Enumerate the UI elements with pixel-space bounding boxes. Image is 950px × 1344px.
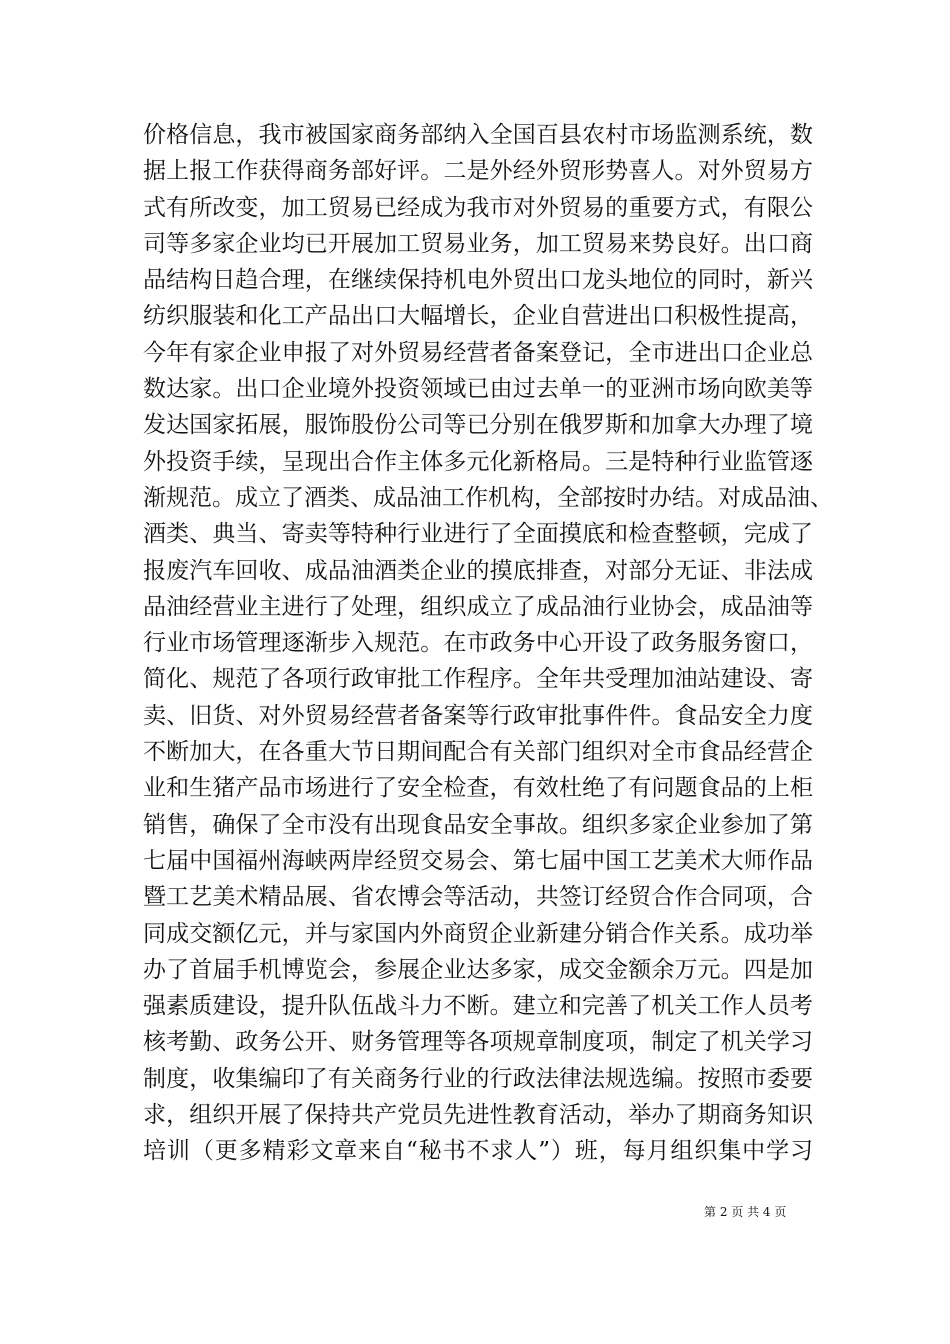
text-line: 暨工艺美术精品展、省农博会等活动，共签订经贸合作合同项，合 [143, 884, 813, 911]
text-line: 简化、规范了各项行政审批工作程序。全年共受理加油站建设、寄 [143, 666, 813, 693]
text-line: 强素质建设，提升队伍战斗力不断。建立和完善了机关工作人员考 [143, 993, 813, 1020]
text-line: 培训（更多精彩文章来自“秘书不求人”）班，每月组织集中学习 [143, 1138, 813, 1165]
body-text [143, 117, 833, 1170]
text-line: 渐规范。成立了酒类、成品油工作机构，全部按时办结。对成品油、 [143, 484, 833, 511]
text-line: 据上报工作获得商务部好评。二是外经外贸形势喜人。对外贸易方 [143, 158, 813, 185]
text-line: 价格信息，我市被国家商务部纳入全国百县农村市场监测系统，数 [143, 122, 813, 148]
text-line: 不断加大，在各重大节日期间配合有关部门组织对全市食品经营企 [143, 739, 813, 766]
text-line: 办了首届手机博览会，参展企业达多家，成交金额余万元。四是加 [143, 956, 813, 983]
text-line: 制度，收集编印了有关商务行业的行政法律法规选编。按照市委要 [143, 1065, 813, 1092]
text-line: 酒类、典当、寄卖等特种行业进行了全面摸底和检查整顿，完成了 [143, 521, 813, 548]
text-line: 数达家。出口企业境外投资领域已由过去单一的亚洲市场向欧美等 [143, 376, 813, 403]
text-line: 求，组织开展了保持共产党员先进性教育活动，举办了期商务知识 [143, 1102, 813, 1129]
text-line: 核考勤、政务公开、财务管理等各项规章制度项，制定了机关学习 [143, 1029, 813, 1056]
text-line: 同成交额亿元，并与家国内外商贸企业新建分销合作关系。成功举 [143, 920, 813, 947]
text-line: 司等多家企业均已开展加工贸易业务，加工贸易来势良好。出口商 [143, 230, 813, 257]
text-line: 发达国家拓展，服饰股份公司等已分别在俄罗斯和加拿大办理了境 [143, 412, 813, 439]
text-line: 今年有家企业申报了对外贸易经营者备案登记，全市进出口企业总 [143, 339, 813, 366]
text-line: 纺织服装和化工产品出口大幅增长，企业自营进出口积极性提高， [143, 303, 813, 330]
text-line: 式有所改变，加工贸易已经成为我市对外贸易的重要方式，有限公 [143, 194, 813, 221]
text-line: 业和生猪产品市场进行了安全检查，有效杜绝了有问题食品的上柜 [143, 775, 813, 802]
text-line: 卖、旧货、对外贸易经营者备案等行政审批事件件。食品安全力度 [143, 702, 813, 729]
text-line: 销售，确保了全市没有出现食品安全事故。组织多家企业参加了第 [143, 811, 813, 838]
text-line: 七届中国福州海峡两岸经贸交易会、第七届中国工艺美术大师作品 [143, 847, 813, 874]
text-line: 报废汽车回收、成品油酒类企业的摸底排查，对部分无证、非法成 [143, 557, 813, 584]
text-line: 品油经营业主进行了处理，组织成立了成品油行业协会，成品油等 [143, 593, 813, 620]
text-line: 品结构日趋合理，在继续保持机电外贸出口龙头地位的同时，新兴 [143, 267, 813, 294]
text-line: 外投资手续，呈现出合作主体多元化新格局。三是特种行业监管逐 [143, 448, 813, 475]
text-line: 行业市场管理逐渐步入规范。在市政务中心开设了政务服务窗口， [143, 630, 813, 657]
page-number: 第 2 页 共 4 页 [704, 1205, 787, 1219]
